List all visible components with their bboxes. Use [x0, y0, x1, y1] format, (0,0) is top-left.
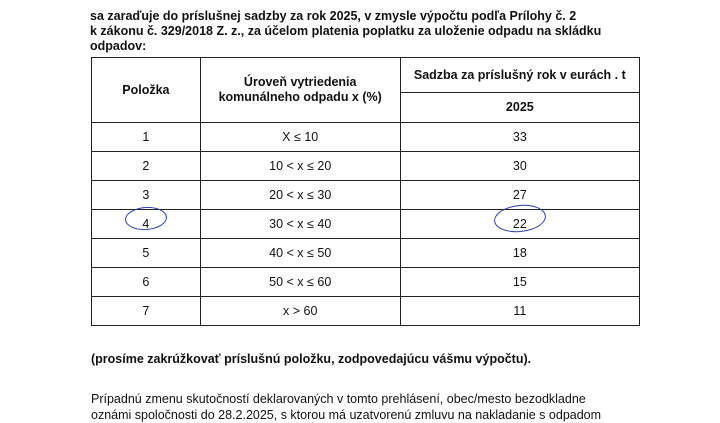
table-row: [92, 181, 640, 210]
cell-rate: 18: [400, 239, 639, 268]
cell-item: 4: [92, 210, 201, 239]
header-item: Položka: [92, 58, 201, 123]
cell-rate: 15: [400, 268, 639, 297]
cell-level: X ≤ 10: [200, 123, 400, 152]
header-rate: Sadzba za príslušný rok v eurách . t: [400, 58, 639, 93]
cell-level: 40 < x ≤ 50: [200, 239, 400, 268]
header-level-text: Úroveň vytriedenia komunálneho odpadu x (%): [218, 75, 382, 104]
cell-rate: 27: [400, 181, 639, 210]
instruction-note: (prosíme zakrúžkovať príslušnú položku, zodpovedajúcu vášmu výpočtu).: [91, 352, 532, 366]
header-level: [200, 58, 400, 123]
paragraph-line: oznámi spoločnosti do 28.2.2025, s ktorou má uzatvorenú zmluvu na nakladanie s odpadom: [91, 408, 602, 422]
table-row: [92, 123, 640, 152]
table-row: [92, 152, 640, 181]
cell-item: 7: [92, 297, 201, 326]
table-row: [92, 297, 640, 326]
cell-item: 5: [92, 239, 201, 268]
cell-item: 3: [92, 181, 201, 210]
cell-item: 6: [92, 268, 201, 297]
header-year: 2025: [400, 93, 639, 123]
cell-rate: 30: [400, 152, 639, 181]
rate-table: [91, 57, 640, 326]
table-header-row: [92, 58, 640, 93]
cell-item: 1: [92, 123, 201, 152]
cell-level: x > 60: [200, 297, 400, 326]
table-row: [92, 268, 640, 297]
intro-line: odpadov:: [90, 39, 147, 53]
table-row: [92, 239, 640, 268]
cell-level: 50 < x ≤ 60: [200, 268, 400, 297]
cell-level: 20 < x ≤ 30: [200, 181, 400, 210]
cell-rate: 22: [400, 210, 639, 239]
paragraph-line: Prípadnú zmenu skutočností deklarovaných v tomto prehlásení, obec/mesto bezodkladne: [91, 392, 586, 406]
intro-line: sa zaraďuje do príslušnej sadzby za rok 2025, v zmysle výpočtu podľa Prílohy č. 2: [90, 9, 577, 23]
cell-level: 30 < x ≤ 40: [200, 210, 400, 239]
cell-rate: 11: [400, 297, 639, 326]
table-row: [92, 210, 640, 239]
body-paragraph: [91, 391, 639, 423]
cell-item: 2: [92, 152, 201, 181]
intro-text: [90, 9, 660, 54]
intro-line: k zákonu č. 329/2018 Z. z., za účelom platenia poplatku za uloženie odpadu na skládku: [90, 24, 602, 38]
cell-rate: 33: [400, 123, 639, 152]
cell-level: 10 < x ≤ 20: [200, 152, 400, 181]
